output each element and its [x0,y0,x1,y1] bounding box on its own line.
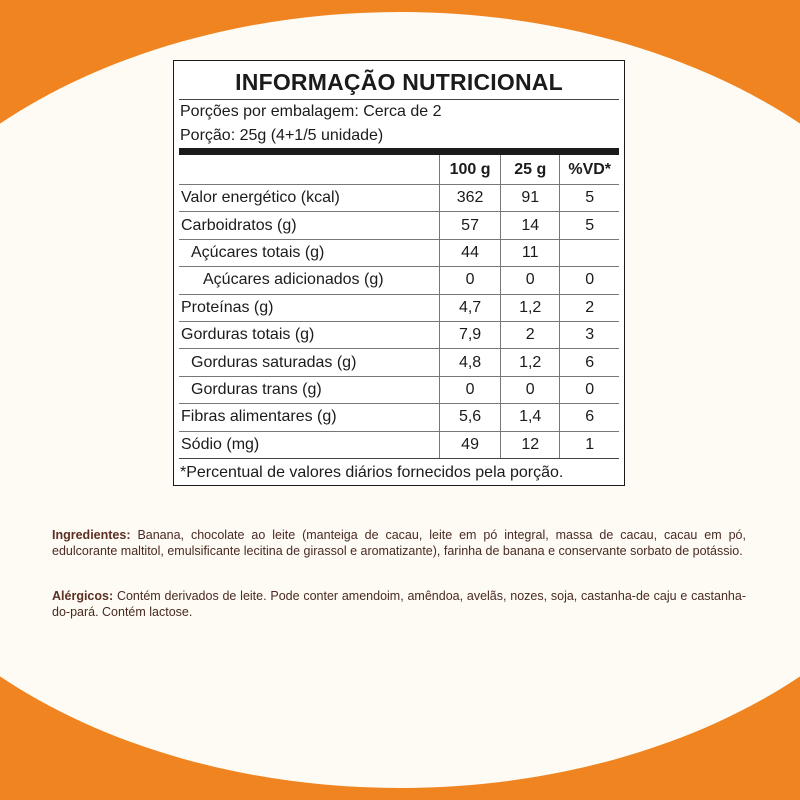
nutrient-name: Açúcares totais (g) [179,239,440,266]
table-row [179,212,619,239]
value-100g: 0 [440,267,501,294]
value-vd [560,239,619,266]
value-25g: 1,2 [501,349,560,376]
servings-per-package: Porções por embalagem: Cerca de 2 [180,103,442,120]
nutrition-facts-label [173,60,625,486]
allergens-paragraph [52,589,746,620]
value-25g: 0 [501,267,560,294]
value-25g: 91 [501,185,560,212]
header-100g: 100 g [440,155,501,185]
value-vd: 6 [560,349,619,376]
allergens-text: Contém derivados de leite. Pode conter amendoim, amêndoa, avelãs, nozes, soja, castanha-de caju e castanha-do-pará. Contém lactose. [52,589,746,619]
value-vd: 5 [560,212,619,239]
table-row [179,404,619,431]
ingredients-paragraph [52,528,746,559]
value-vd: 1 [560,431,619,458]
value-vd: 0 [560,267,619,294]
nutrient-name: Fibras alimentares (g) [179,404,440,431]
ingredients-label: Ingredientes: [52,528,131,542]
nutrient-name: Gorduras totais (g) [179,321,440,348]
nutrient-name: Proteínas (g) [179,294,440,321]
value-25g: 14 [501,212,560,239]
value-100g: 44 [440,239,501,266]
value-100g: 4,8 [440,349,501,376]
table-row [179,431,619,458]
nutrition-table-body [179,185,619,459]
value-100g: 7,9 [440,321,501,348]
header-vd: %VD* [560,155,619,185]
table-row [179,294,619,321]
table-row [179,321,619,348]
nutrient-name: Gorduras trans (g) [179,376,440,403]
serving-size: Porção: 25g (4+1/5 unidade) [180,127,384,144]
value-vd: 5 [560,185,619,212]
value-25g: 11 [501,239,560,266]
table-row [179,349,619,376]
value-vd: 2 [560,294,619,321]
value-vd: 3 [560,321,619,348]
ingredients-text: Banana, chocolate ao leite (manteiga de cacau, leite em pó integral, massa de cacau, cacau em pó, edulcorante maltitol, emulsificante lecitina de girassol e aromatizante), farinha de banana e conservante sorbato de potássio. [52,528,746,558]
value-100g: 57 [440,212,501,239]
value-100g: 49 [440,431,501,458]
table-row [179,267,619,294]
table-row [179,376,619,403]
allergens-label: Alérgicos: [52,589,114,603]
value-100g: 362 [440,185,501,212]
table-row [179,185,619,212]
nutrient-name: Açúcares adicionados (g) [179,267,440,294]
nutrient-name: Sódio (mg) [179,431,440,458]
nutrition-table [179,155,619,459]
header-empty [179,155,440,185]
value-25g: 1,2 [501,294,560,321]
label-title: INFORMAÇÃO NUTRICIONAL [179,61,619,100]
value-25g: 12 [501,431,560,458]
nutrient-name: Carboidratos (g) [179,212,440,239]
header-25g: 25 g [501,155,560,185]
value-25g: 1,4 [501,404,560,431]
value-25g: 2 [501,321,560,348]
value-100g: 5,6 [440,404,501,431]
value-vd: 6 [560,404,619,431]
table-row [179,239,619,266]
nutrient-name: Gorduras saturadas (g) [179,349,440,376]
value-100g: 4,7 [440,294,501,321]
value-vd: 0 [560,376,619,403]
table-header-row [179,155,619,185]
thick-divider [179,148,619,155]
footnote: *Percentual de valores diários fornecidos pela porção. [180,463,564,481]
value-25g: 0 [501,376,560,403]
value-100g: 0 [440,376,501,403]
nutrient-name: Valor energético (kcal) [179,185,440,212]
